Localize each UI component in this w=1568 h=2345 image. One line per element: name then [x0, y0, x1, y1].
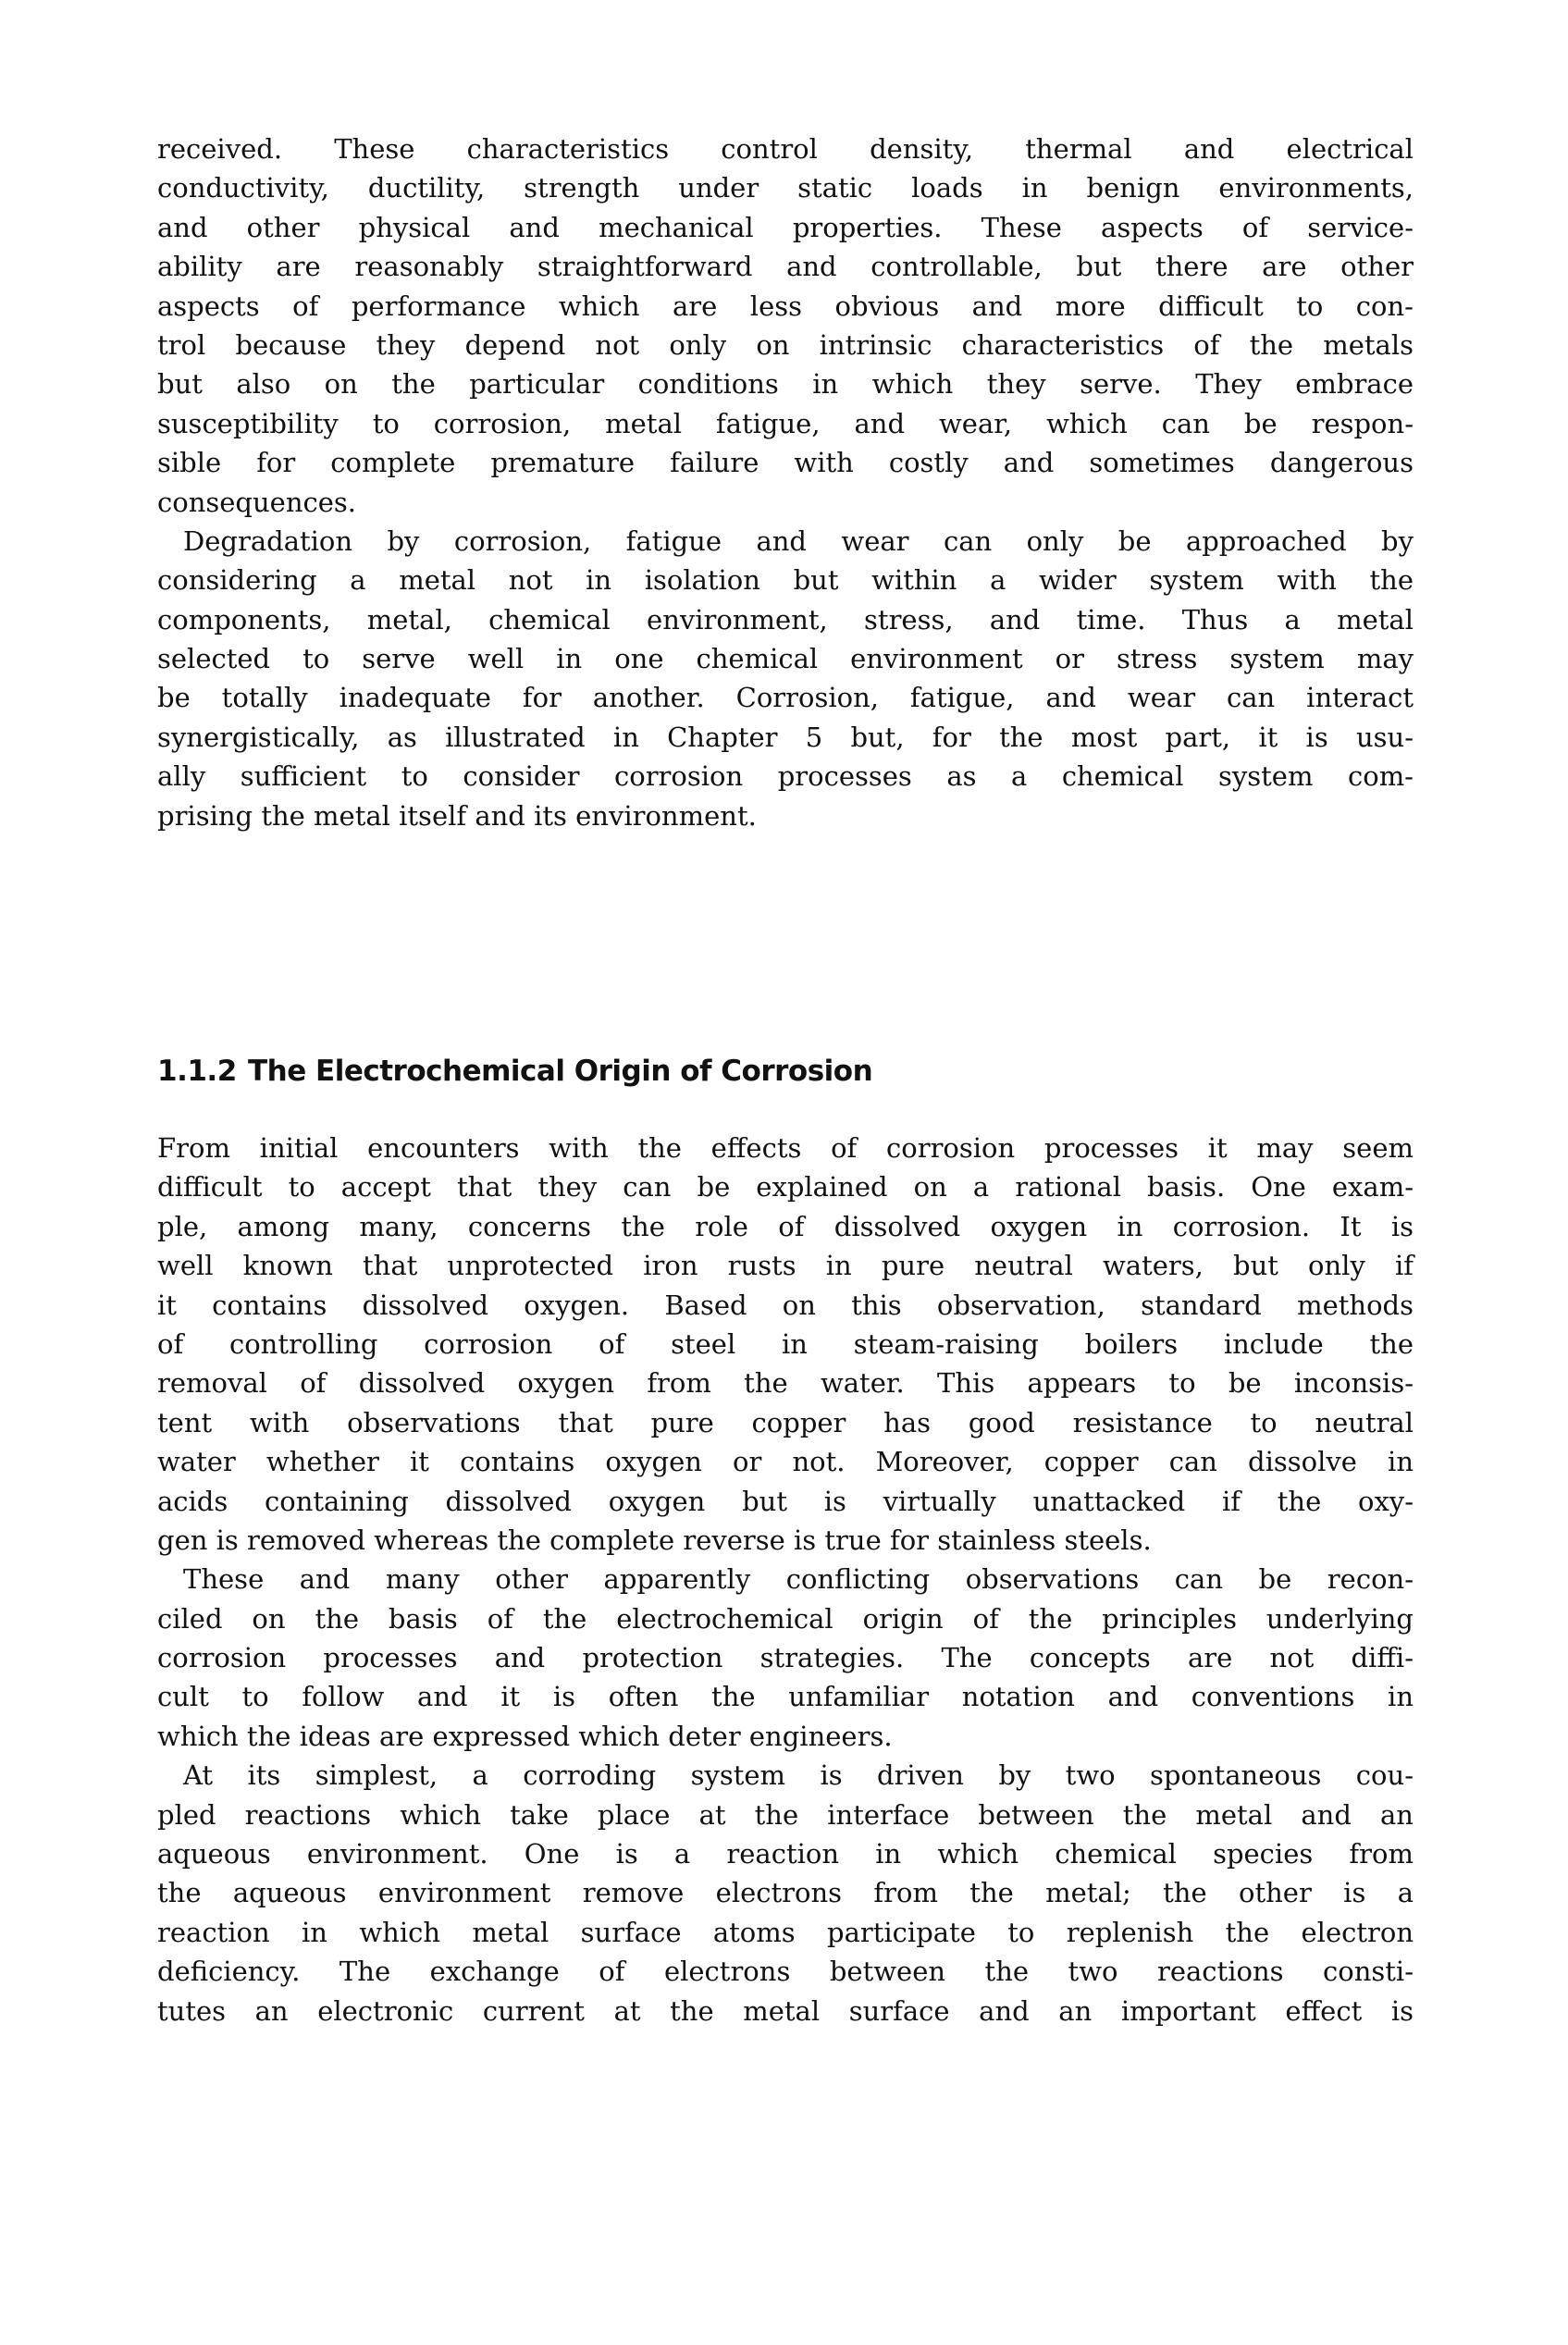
paragraph [157, 1560, 1414, 1756]
text-line: aspects of performance which are less obvious and more difficult to con- [157, 290, 1414, 322]
text-line: well known that unprotected iron rusts in pure neutral waters, but only if [157, 1250, 1414, 1282]
body-text-top [157, 130, 1414, 835]
text-line: but also on the particular conditions in which they serve. They embrace [157, 368, 1414, 401]
text-line: synergistically, as illustrated in Chapter 5 but, for the most part, it is usu- [157, 721, 1414, 753]
text-line: deficiency. The exchange of electrons between the two reactions consti- [157, 1956, 1414, 1988]
text-line: ability are reasonably straightforward and controllable, but there are other [157, 251, 1414, 283]
paragraph [157, 1756, 1414, 2030]
text-line: At its simplest, a corroding system is driven by two spontaneous cou- [183, 1759, 1414, 1792]
text-line: it contains dissolved oxygen. Based on this observation, standard methods [157, 1289, 1414, 1321]
text-line: tutes an electronic current at the metal surface and an important effect is [157, 1994, 1414, 2027]
text-line: ally sufficient to consider corrosion processes as a chemical system com- [157, 760, 1414, 793]
text-line: considering a metal not in isolation but within a wider system with the [157, 564, 1414, 597]
text-line: be totally inadequate for another. Corrosion, fatigue, and wear can interact [157, 682, 1414, 714]
text-line: trol because they depend not only on intrinsic characteristics of the metals [157, 328, 1414, 361]
paragraph [157, 522, 1414, 835]
text-line: the aqueous environment remove electrons from the metal; the other is a [157, 1877, 1414, 1909]
text-line: difficult to accept that they can be explained on a rational basis. One exam- [157, 1171, 1414, 1203]
text-line: consequences. [157, 486, 357, 518]
text-line: ple, among many, concerns the role of dissolved oxygen in corrosion. It is [157, 1210, 1414, 1242]
text-line: prising the metal itself and its environment. [157, 799, 757, 832]
text-line: Degradation by corrosion, fatigue and wear can only be approached by [183, 525, 1414, 557]
text-line: corrosion processes and protection strategies. The concepts are not diffi- [157, 1642, 1414, 1674]
text-line: These and many other apparently conflicting observations can be recon- [183, 1563, 1414, 1596]
text-line: gen is removed whereas the complete reverse is true for stainless steels. [157, 1524, 1152, 1556]
text-line: reaction in which metal surface atoms participate to replenish the electron [157, 1916, 1414, 1948]
text-line: selected to serve well in one chemical environment or stress system may [157, 643, 1414, 675]
text-line: and other physical and mechanical properties. These aspects of service- [157, 211, 1414, 243]
section-number: 1.1.2 [157, 1055, 237, 1088]
text-line: cult to follow and it is often the unfamiliar notation and conventions in [157, 1681, 1414, 1713]
text-line: components, metal, chemical environment, stress, and time. Thus a metal [157, 603, 1414, 636]
text-line: From initial encounters with the effects of corrosion processes it may seem [157, 1132, 1414, 1164]
paragraph [157, 130, 1414, 522]
text-line: aqueous environment. One is a reaction in which chemical species from [157, 1838, 1414, 1870]
text-line: acids containing dissolved oxygen but is virtually unattacked if the oxy- [157, 1485, 1414, 1517]
section-title: The Electrochemical Origin of Corrosion [248, 1055, 873, 1088]
text-line: susceptibility to corrosion, metal fatigue, and wear, which can be respon- [157, 407, 1414, 439]
text-line: ciled on the basis of the electrochemical origin of the principles underlying [157, 1602, 1414, 1635]
text-line: of controlling corrosion of steel in steam-raising boilers include the [157, 1327, 1414, 1360]
text-line: tent with observations that pure copper has good resistance to neutral [157, 1406, 1414, 1438]
body-text-section [157, 1129, 1414, 2030]
text-line: pled reactions which take place at the interface between the metal and an [157, 1798, 1414, 1831]
section-heading [157, 1055, 872, 1088]
text-line: water whether it contains oxygen or not. Moreover, copper can dissolve in [157, 1446, 1414, 1478]
paragraph [157, 1129, 1414, 1560]
text-line: received. These characteristics control density, thermal and electrical [157, 133, 1414, 165]
text-line: sible for complete premature failure with costly and sometimes dangerous [157, 447, 1414, 479]
text-line: which the ideas are expressed which deter engineers. [157, 1720, 893, 1752]
text-line: conductivity, ductility, strength under static loads in benign environments, [157, 172, 1414, 204]
text-line: removal of dissolved oxygen from the water. This appears to be inconsis- [157, 1367, 1414, 1400]
